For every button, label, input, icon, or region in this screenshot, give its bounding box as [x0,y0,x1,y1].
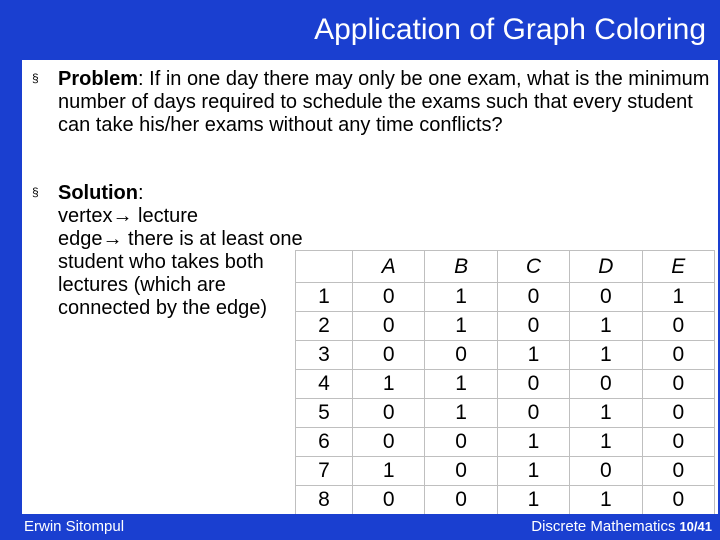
solution-edge-desc: there is at least one student who takes both lectures (which are connected by the edge) [58,228,303,319]
solution-label: Solution [58,182,138,204]
table-cell: 1 [425,370,497,399]
column-header: B [425,251,497,283]
table-cell: 0 [570,283,642,312]
solution-edge: edge [58,228,103,250]
table-cell: 0 [353,283,425,312]
table-cell: 1 [570,399,642,428]
arrow-icon: → [112,205,133,227]
footer-course-page [531,516,712,538]
table-row [296,341,715,370]
column-header: D [570,251,642,283]
problem-text [58,68,718,137]
student-number-cell: 1 [296,283,353,312]
table-cell: 0 [497,399,569,428]
table-cell: 0 [497,370,569,399]
table-cell: 0 [642,312,714,341]
bullet-marker-icon: § [32,71,39,85]
table-row [296,283,715,312]
frame-left-border [0,0,22,540]
table-cell: 1 [570,341,642,370]
table-cell: 1 [497,457,569,486]
arrow-icon: → [102,228,123,250]
table-cell: 1 [497,486,569,515]
student-number-cell: 4 [296,370,353,399]
table-cell: 0 [642,428,714,457]
table-cell: 0 [425,486,497,515]
column-header: C [497,251,569,283]
student-number-cell: 5 [296,399,353,428]
solution-text [58,182,308,320]
table-cell: 0 [425,457,497,486]
table-cell: 1 [353,370,425,399]
table-cell: 0 [353,486,425,515]
slide-title: Application of Graph Coloring [314,13,706,46]
table-row [296,370,715,399]
table-cell: 0 [353,399,425,428]
table-cell: 0 [642,341,714,370]
table-cell: 1 [570,312,642,341]
bullet-marker-icon: § [32,185,39,199]
table-cell: 0 [425,428,497,457]
solution-colon: : [137,182,144,204]
table-cell: 1 [425,312,497,341]
footer-course: Discrete Mathematics [531,518,676,535]
table-row [296,312,715,341]
title-bar [0,0,720,60]
table-cell: 1 [497,341,569,370]
table-cell: 0 [642,486,714,515]
solution-vertex: vertex [58,205,113,227]
table-row [296,428,715,457]
column-header: E [642,251,714,283]
table-cell: 0 [425,341,497,370]
table-cell: 0 [497,283,569,312]
table-corner-cell [296,251,353,283]
table-cell: 0 [570,457,642,486]
table-cell: 1 [425,399,497,428]
student-number-cell: 8 [296,486,353,515]
student-lecture-table [295,250,715,515]
table-cell: 0 [353,312,425,341]
footer-author: Erwin Sitompul [24,518,125,535]
footer-bar [0,514,720,540]
table-cell: 0 [642,457,714,486]
table-cell: 1 [353,457,425,486]
student-number-cell: 7 [296,457,353,486]
table-cell: 1 [497,428,569,457]
exam-table-wrapper [295,250,715,511]
table-body [296,283,715,515]
student-number-cell: 6 [296,428,353,457]
table-cell: 1 [570,428,642,457]
solution-lecture: lecture [132,205,199,227]
table-cell: 0 [570,370,642,399]
table-row [296,399,715,428]
table-cell: 1 [425,283,497,312]
table-header-row [296,251,715,283]
student-number-cell: 2 [296,312,353,341]
table-row [296,486,715,515]
problem-body: : If in one day there may only be one exam, what is the minimum number of days required to schedule the exams such that every student can take his/her exams without any time conflicts? [58,68,710,136]
table-row [296,457,715,486]
table-cell: 0 [353,428,425,457]
table-cell: 0 [642,370,714,399]
table-cell: 0 [353,341,425,370]
table-cell: 1 [642,283,714,312]
table-cell: 1 [570,486,642,515]
column-header: A [353,251,425,283]
page-number: 10/41 [679,519,712,534]
student-number-cell: 3 [296,341,353,370]
problem-label: Problem [58,68,139,90]
table-cell: 0 [642,399,714,428]
table-cell: 0 [497,312,569,341]
